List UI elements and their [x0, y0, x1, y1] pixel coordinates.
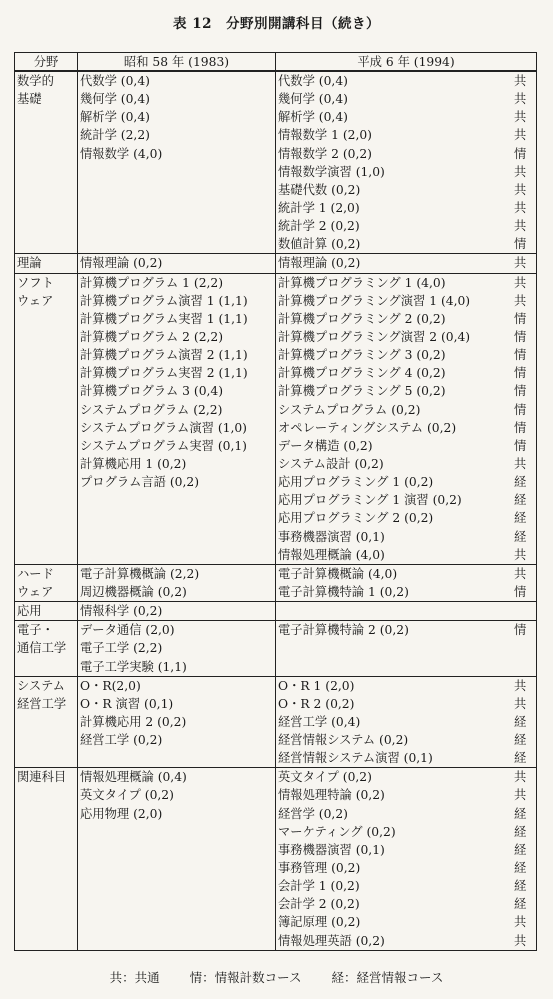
course-name: 計算機プログラミング 3 (0,2): [278, 348, 446, 363]
course-1994: [278, 841, 536, 859]
course-1994: [278, 199, 536, 217]
course-1983: O・R 演習 (0,1): [80, 696, 174, 711]
course-tag: 経: [514, 861, 527, 876]
courses-1983-cell: [78, 564, 276, 601]
course-name: 計算機プログラミング演習 1 (4,0): [278, 293, 471, 308]
course-1994: [278, 274, 536, 292]
courses-1983-cell: [78, 602, 276, 621]
course-1994: [278, 254, 536, 272]
course-1994: [278, 401, 536, 419]
course-name: 代数学 (0,4): [278, 74, 348, 88]
course-tag: 情: [514, 384, 527, 399]
courses-1983-cell: [78, 676, 276, 768]
course-name: 経営情報システム (0,2): [278, 733, 409, 748]
course-name: 応用プログラミング 1 演習 (0,2): [278, 493, 462, 508]
course-1994: [278, 932, 536, 950]
course-tag: 共: [514, 933, 527, 948]
course-tag: 共: [514, 110, 527, 125]
course-1983: 幾何学 (0,4): [80, 92, 150, 107]
course-1983: プログラム言語 (0,2): [80, 475, 200, 490]
course-1983: データ通信 (2,0): [80, 623, 175, 638]
courses-1994-cell: [276, 254, 537, 273]
course-1994: [278, 473, 536, 491]
course-name: 情報処理英語 (0,2): [278, 933, 385, 948]
course-1983: 計算機プログラム実習 1 (1,1): [80, 311, 248, 326]
legend-common: 共：共通: [109, 970, 160, 985]
header-field: 分野: [15, 53, 78, 72]
course-name: 情報処理概論 (4,0): [278, 547, 385, 562]
field-label: 関連科目: [17, 770, 67, 785]
course-1994: [278, 731, 536, 749]
course-name: 経営工学 (0,4): [278, 714, 361, 729]
header-1994: 平成 6 年 (1994): [276, 53, 537, 72]
course-tag: 共: [514, 696, 527, 711]
course-tag: 共: [514, 293, 527, 308]
course-tag: 情: [514, 402, 527, 417]
course-1983: 情報処理概論 (0,4): [80, 770, 187, 785]
courses-1994-cell: [276, 273, 537, 564]
course-1983: システムプログラム (2,2): [80, 402, 223, 417]
course-1983: システムプログラム実習 (0,1): [80, 438, 247, 453]
course-1994: [278, 235, 536, 253]
courses-1994-cell: [276, 564, 537, 601]
field-cell: [15, 676, 78, 768]
field-label: システム: [17, 678, 65, 693]
field-label: ソフト: [17, 275, 54, 290]
course-name: 情報数学 1 (2,0): [278, 128, 372, 143]
course-1983: 経営工学 (0,2): [80, 733, 163, 748]
course-1994: [278, 90, 536, 108]
course-1994: [278, 768, 536, 786]
course-name: 会計学 2 (0,2): [278, 897, 360, 912]
course-tag: 経: [514, 511, 527, 526]
course-1994: [278, 713, 536, 731]
course-1983: 計算機応用 2 (0,2): [80, 714, 187, 729]
course-1994: [278, 364, 536, 382]
course-tag: 共: [514, 92, 527, 107]
table-row: [15, 564, 537, 601]
course-tag: 情: [514, 311, 527, 326]
course-name: 基礎代数 (0,2): [278, 182, 361, 197]
course-tag: 経: [514, 751, 527, 766]
course-name: 事務管理 (0,2): [278, 861, 361, 876]
course-name: O・R 1 (2,0): [278, 678, 355, 693]
course-tag: 経: [514, 733, 527, 748]
course-1994: [278, 163, 536, 181]
course-name: 応用プログラミング 2 (0,2): [278, 511, 434, 526]
course-1983: 英文タイプ (0,2): [80, 788, 174, 803]
table-row: [15, 254, 537, 273]
course-1994: [278, 695, 536, 713]
course-1994: [278, 677, 536, 695]
course-tag: 情: [514, 366, 527, 381]
course-1983: 計算機プログラム演習 2 (1,1): [80, 348, 248, 363]
courses-1994-cell: [276, 621, 537, 676]
course-name: 幾何学 (0,4): [278, 92, 348, 107]
course-name: 簿記原理 (0,2): [278, 915, 361, 930]
course-name: 会計学 1 (0,2): [278, 879, 360, 894]
course-1994: [278, 292, 536, 310]
courses-1994-cell: [276, 71, 537, 254]
course-1983: 電子工学 (2,2): [80, 641, 163, 656]
course-tag: 経: [514, 879, 527, 894]
course-tag: 共: [514, 547, 527, 562]
course-tag: 共: [514, 74, 527, 88]
course-tag: 共: [514, 164, 527, 179]
course-1983: 情報科学 (0,2): [80, 604, 163, 619]
course-name: 計算機プログラミング 1 (4,0): [278, 275, 446, 290]
course-tag: 経: [514, 824, 527, 839]
course-1994: [278, 419, 536, 437]
course-1994: [278, 145, 536, 163]
course-tag: 経: [514, 897, 527, 912]
course-1994: [278, 583, 536, 601]
course-1983: 応用物理 (2,0): [80, 806, 163, 821]
course-1983: 計算機プログラム 2 (2,2): [80, 329, 224, 344]
course-1983: 解析学 (0,4): [80, 110, 150, 125]
course-name: オペレーティングシステム (0,2): [278, 420, 457, 435]
course-tag: 共: [514, 678, 527, 693]
table-body: [15, 71, 537, 950]
course-tag: 経: [514, 842, 527, 857]
course-name: 解析学 (0,4): [278, 110, 348, 125]
course-1994: [278, 749, 536, 767]
course-1994: [278, 509, 536, 527]
course-tag: 共: [514, 128, 527, 143]
course-name: 経営学 (0,2): [278, 806, 348, 821]
course-tag: 経: [514, 806, 527, 821]
course-tag: 共: [514, 200, 527, 215]
table-header-row: [15, 53, 537, 72]
course-name: 応用プログラミング 1 (0,2): [278, 475, 434, 490]
course-1983: 情報数学 (4,0): [80, 146, 163, 161]
course-1994: [278, 181, 536, 199]
course-name: 電子計算機概論 (4,0): [278, 566, 398, 581]
course-1983: 計算機プログラム 3 (0,4): [80, 384, 224, 399]
field-cell: [15, 71, 78, 254]
field-cell: [15, 254, 78, 273]
field-label: ハード: [17, 566, 54, 581]
course-1983: システムプログラム演習 (1,0): [80, 420, 247, 435]
course-tag: 情: [514, 438, 527, 453]
table-row: [15, 273, 537, 564]
course-tag: 共: [514, 182, 527, 197]
course-1983: 計算機応用 1 (0,2): [80, 456, 187, 471]
table-title: 表 12 分野別開講科目（続き）: [173, 16, 380, 32]
field-cell: [15, 273, 78, 564]
course-name: データ構造 (0,2): [278, 438, 373, 453]
courses-1994-cell: [276, 768, 537, 950]
course-name: 数値計算 (0,2): [278, 237, 361, 252]
course-1994: [278, 805, 536, 823]
field-label: 通信工学: [17, 641, 67, 656]
field-label: 電子・: [17, 623, 54, 638]
field-label: 基礎: [17, 92, 42, 107]
course-tag: 共: [514, 456, 527, 471]
header-1983: 昭和 58 年 (1983): [78, 53, 276, 72]
course-1994: [278, 126, 536, 144]
course-name: 情報数学 2 (0,2): [278, 146, 372, 161]
course-1983: 計算機プログラム 1 (2,2): [80, 275, 224, 290]
course-tag: 情: [514, 420, 527, 435]
course-1994: [278, 565, 536, 583]
course-1983: 電子工学実験 (1,1): [80, 659, 187, 674]
course-name: 計算機プログラミング 5 (0,2): [278, 384, 446, 399]
course-name: システム設計 (0,2): [278, 456, 384, 471]
course-tag: 情: [514, 329, 527, 344]
course-tag: 情: [514, 237, 527, 252]
course-1994: [278, 877, 536, 895]
course-name: 計算機プログラミング演習 2 (0,4): [278, 329, 471, 344]
course-tag: 情: [514, 584, 527, 599]
course-1983: 情報理論 (0,2): [80, 256, 163, 271]
course-name: 情報処理特論 (0,2): [278, 788, 385, 803]
course-1994: [278, 310, 536, 328]
course-tag: 経: [514, 493, 527, 508]
table-row: [15, 768, 537, 950]
courses-1983-cell: [78, 254, 276, 273]
course-name: O・R 2 (0,2): [278, 696, 355, 711]
course-name: 英文タイプ (0,2): [278, 770, 372, 785]
course-1994: [278, 437, 536, 455]
course-1983: 代数学 (0,4): [80, 74, 150, 88]
courses-1983-cell: [78, 768, 276, 950]
field-cell: [15, 768, 78, 950]
course-name: マーケティング (0,2): [278, 824, 396, 839]
course-1994: [278, 108, 536, 126]
course-1994: [278, 786, 536, 804]
courses-1994-cell: [276, 602, 537, 621]
course-1983: O・R(2,0): [80, 678, 141, 693]
legend-management: 経：経営情報コース: [331, 970, 444, 985]
course-name: 事務機器演習 (0,1): [278, 842, 385, 857]
table-row: [15, 676, 537, 768]
course-tag: 情: [514, 146, 527, 161]
course-1994: [278, 913, 536, 931]
field-label: 応用: [17, 604, 42, 619]
table-row: [15, 621, 537, 676]
field-cell: [15, 621, 78, 676]
course-1994: [278, 546, 536, 564]
course-name: 統計学 2 (0,2): [278, 219, 360, 234]
course-1994: [278, 382, 536, 400]
course-tag: 共: [514, 256, 527, 271]
course-1994: [278, 455, 536, 473]
course-name: 事務機器演習 (0,1): [278, 529, 385, 544]
course-1994: [278, 621, 536, 639]
course-name: システムプログラム (0,2): [278, 402, 421, 417]
course-name: 計算機プログラミング 2 (0,2): [278, 311, 446, 326]
course-name: 統計学 1 (2,0): [278, 200, 360, 215]
course-table: [14, 52, 537, 951]
courses-1983-cell: [78, 273, 276, 564]
course-tag: 経: [514, 475, 527, 490]
course-1994: [278, 491, 536, 509]
course-1983: 計算機プログラム演習 1 (1,1): [80, 293, 248, 308]
field-label: 経営工学: [17, 696, 67, 711]
course-name: 計算機プログラミング 4 (0,2): [278, 366, 446, 381]
course-tag: 共: [514, 566, 527, 581]
course-tag: 情: [514, 348, 527, 363]
course-1983: 統計学 (2,2): [80, 128, 150, 143]
field-cell: [15, 602, 78, 621]
course-tag: 共: [514, 275, 527, 290]
course-tag: 情: [514, 623, 527, 638]
courses-1983-cell: [78, 71, 276, 254]
course-tag: 共: [514, 788, 527, 803]
course-tag: 経: [514, 714, 527, 729]
course-name: 経営情報システム演習 (0,1): [278, 751, 433, 766]
table-row: [15, 602, 537, 621]
field-label: 理論: [17, 256, 42, 271]
course-1983: 計算機プログラム実習 2 (1,1): [80, 366, 248, 381]
course-tag: 経: [514, 529, 527, 544]
field-label: 数学的: [17, 74, 54, 88]
field-label: ウェア: [17, 293, 54, 308]
field-label: ウェア: [17, 584, 54, 599]
course-1994: [278, 895, 536, 913]
field-cell: [15, 564, 78, 601]
course-name: 情報理論 (0,2): [278, 256, 361, 271]
course-1994: [278, 328, 536, 346]
course-tag: 共: [514, 770, 527, 785]
course-1994: [278, 72, 536, 90]
course-name: 情報数学演習 (1,0): [278, 164, 385, 179]
legend: [0, 968, 553, 986]
course-1983: 周辺機器概論 (0,2): [80, 584, 187, 599]
course-1994: [278, 528, 536, 546]
legend-info: 情：情報計数コース: [189, 970, 302, 985]
course-1983: 電子計算機概論 (2,2): [80, 566, 200, 581]
course-name: 電子計算機特論 1 (0,2): [278, 584, 409, 599]
course-tag: 共: [514, 915, 527, 930]
course-name: 電子計算機特論 2 (0,2): [278, 623, 409, 638]
courses-1994-cell: [276, 676, 537, 768]
course-1994: [278, 346, 536, 364]
table-row: [15, 71, 537, 254]
course-tag: 共: [514, 219, 527, 234]
courses-1983-cell: [78, 621, 276, 676]
course-1994: [278, 859, 536, 877]
course-1994: [278, 217, 536, 235]
course-1994: [278, 823, 536, 841]
